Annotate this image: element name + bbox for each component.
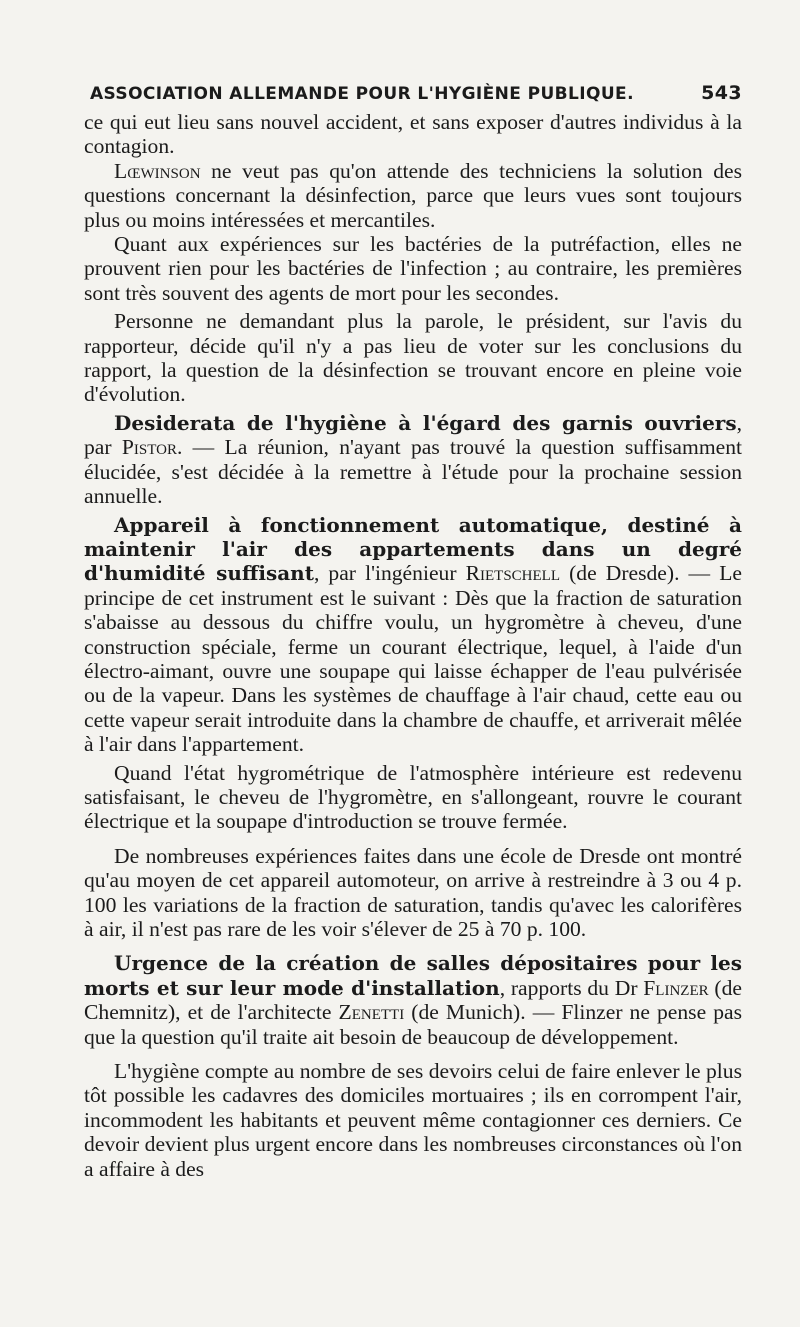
author-name: Zenetti xyxy=(338,1000,405,1025)
author-name: Pistor xyxy=(121,435,177,460)
paragraph-6: Appareil à fonctionnement automatique, destiné à maintenir l'air des appartements dans un degré d'humidité suffisant, par l'ingénieur Rietschell (de Dresde). — Le principe de cet instrument est le suivant : Dès que la fraction de saturation s'abaisse au dessous du chiffre voulu, un hygromètre à cheveu, d'une construction spéciale, ferme un courant électrique, lequel, à l'aide d'un électro-aimant, ouvre une soupape qui laisse échapper de l'eau pulvérisée ou de la vapeur. Dans les systèmes de chauffage à l'air chaud, cette eau ou cette vapeur serait introduite dans la chambre de chauffe, et arriverait mêlée à l'air dans l'appartement. xyxy=(84,512,742,757)
paragraph-2: Lœwinson ne veut pas qu'on attende des techniciens la solution des questions concernant la désinfection, parce que leurs vues sont toujours plus ou moins intéressées et mercantiles. xyxy=(84,158,742,232)
page-number: 543 xyxy=(701,82,742,104)
body-text xyxy=(84,110,742,1181)
paragraph-4: Personne ne demandant plus la parole, le président, sur l'avis du rapporteur, décide qu'il n'y a pas lieu de voter sur les conclusions du rapport, la question de la désinfection se trouvant encore en pleine voie d'évolution. xyxy=(84,309,742,407)
paragraph-7: Quand l'état hygrométrique de l'atmosphère intérieure est redevenu satisfaisant, le cheveu de l'hygromètre, en s'allongeant, rouvre le courant électrique et la soupape d'introduction se trouve fermée. xyxy=(84,760,742,834)
paragraph-1: ce qui eut lieu sans nouvel accident, et sans exposer d'autres individus à la contagion. xyxy=(84,110,742,159)
header-title: ASSOCIATION ALLEMANDE POUR L'HYGIÈNE PUBLIQUE. xyxy=(90,84,634,104)
author-name: Rietschell xyxy=(465,561,560,586)
paragraph-3: Quant aux expériences sur les bactéries de la putréfaction, elles ne prouvent rien pour les bactéries de l'infection ; au contraire, les premières sont très souvent des agents de mort pour les secondes. xyxy=(84,232,742,305)
running-header xyxy=(90,82,742,104)
speaker-name: Lœwinson xyxy=(114,158,201,183)
paragraph-9: Urgence de la création de salles dépositaires pour les morts et sur leur mode d'installation, rapports du Dr Flinzer (de Chemnitz), et de l'architecte Zenetti (de Munich). — Flinzer ne pense pas que la question qu'il traite ait besoin de beaucoup de développement. xyxy=(84,951,742,1049)
section-title: Appareil à fonctionnement automatique, destiné à maintenir l'air des appartements dans un degré d'humidité suffisant xyxy=(84,512,742,586)
paragraph-8: De nombreuses expériences faites dans une école de Dresde ont montré qu'au moyen de cet appareil automoteur, on arrive à restreindre à 3 ou 4 p. 100 les variations de la fraction de saturation, tandis qu'avec les calorifères à air, il n'est pas rare de les voir s'élever de 25 à 70 p. 100. xyxy=(84,843,742,941)
section-title: Desiderata de l'hygiène à l'égard des garnis ouvriers xyxy=(114,410,737,435)
section-title: Urgence de la création de salles dépositaires pour les morts et sur leur mode d'installation xyxy=(84,951,742,1000)
paragraph-5: Desiderata de l'hygiène à l'égard des garnis ouvriers, par Pistor. — La réunion, n'ayant pas trouvé la question suffisamment élucidée, s'est décidée à la remettre à l'étude pour la prochaine session annuelle. xyxy=(84,410,742,509)
author-name: Flinzer xyxy=(643,975,709,1000)
paragraph-10: L'hygiène compte au nombre de ses devoirs celui de faire enlever le plus tôt possible les cadavres des domiciles mortuaires ; ils en corrompent l'air, incommodent les habitants et peuvent même contagionner ces derniers. Ce devoir devient plus urgent encore dans les nombreuses circonstances où l'on a affaire à des xyxy=(84,1059,742,1181)
